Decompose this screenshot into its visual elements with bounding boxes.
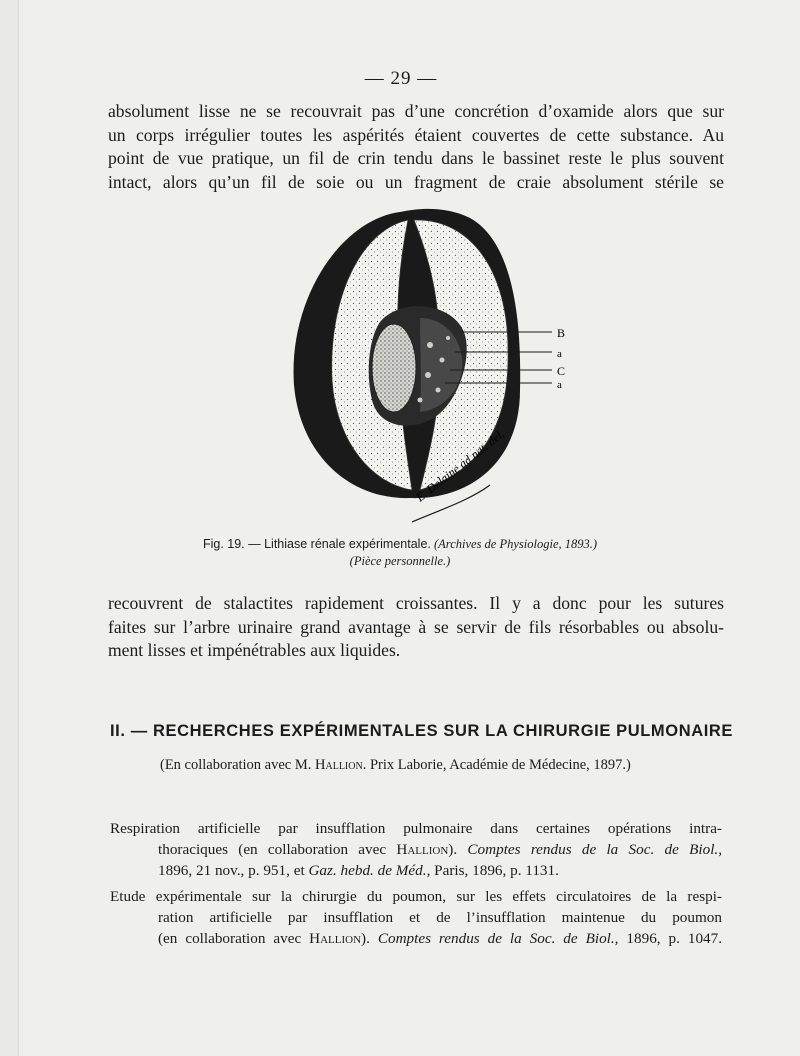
caption-note: (Pièce personnelle.) — [349, 554, 451, 568]
ref-journal: Comptes rendus de la Soc. de Biol., — [377, 930, 619, 947]
top-paragraph — [108, 100, 724, 194]
text-line: un corps irrégulier toutes les aspérités étaient couvertes de cette substance. Au — [108, 124, 724, 145]
text-line: faites sur l’arbre urinaire grand avantage à se servir de fils résorbables ou absolu- — [108, 616, 724, 637]
collab-prefix: (En collaboration avec M. — [160, 757, 312, 773]
text-line: point de vue pratique, un fil de crin tendu dans le bassinet reste le plus souvent — [108, 148, 724, 168]
reference-line: ration artificielle par insufflation et de l’insufflation maintenue du poumon — [158, 909, 722, 926]
ref-text: Paris, 1896, p. 1131. — [434, 862, 559, 879]
section-heading: II. — RECHERCHES EXPÉRIMENTALES SUR LA CHIRURGIE PULMONAIRE — [110, 722, 734, 740]
text-line: absolument lisse ne se recouvrait pas d’une concrétion d’oxamide alors que sur — [108, 101, 724, 121]
reference-entry — [110, 818, 722, 881]
text-line: intact, alors qu’un fil de soie ou un fragment de craie absolument stérile se — [108, 171, 724, 192]
reference-title: Etude expérimentale sur la chirurgie du poumon, sur les effets circulatoires de la respi- — [110, 888, 722, 905]
reference-title: Respiration artificielle par insufflation pulmonaire dans certaines opérations intra- — [110, 820, 722, 837]
ref-journal: Comptes rendus de la Soc. de Biol., — [467, 841, 723, 858]
calculus-stone — [372, 324, 416, 412]
ref-author: Hallion — [396, 841, 449, 858]
page-number: — 29 — — [364, 68, 438, 89]
artist-signature: E. Delaine ad nat. del. — [413, 426, 508, 505]
collab-name: Hallion — [315, 757, 363, 773]
ref-text: 1896, 21 nov., p. 951, et — [158, 862, 305, 879]
caption-label: Fig. 19. — Lithiase rénale expérimentale. — [202, 537, 431, 551]
reference-line — [110, 839, 722, 860]
caption-source: (Archives de Physiologie, 1893.) — [434, 537, 598, 551]
ref-text: ). — [361, 930, 370, 947]
bottom-paragraph — [108, 592, 724, 663]
ref-journal: Gaz. hebd. de Méd., — [308, 862, 431, 879]
ref-text: ). — [448, 841, 458, 858]
ref-text: 1896, p. 1047. — [626, 930, 723, 947]
label-c: C — [557, 364, 566, 378]
text-line: recouvrent de stalactites rapidement croissantes. Il y a donc pour les sutures — [108, 593, 724, 613]
text-line: ment lisses et impénétrables aux liquides. — [108, 640, 401, 660]
figure-caption — [150, 536, 650, 570]
ref-text: thoraciques (en collaboration avec — [158, 841, 387, 858]
label-b: B — [557, 326, 566, 340]
kidney-illustration — [280, 200, 600, 530]
reference-entry — [110, 886, 722, 949]
ref-text: (en collaboration avec — [158, 930, 302, 947]
collab-suffix: . Prix Laborie, Académie de Médecine, 1897.) — [362, 757, 631, 773]
label-a2: a — [557, 379, 562, 391]
label-a1: a — [557, 348, 562, 360]
reference-line — [110, 928, 722, 949]
reference-line — [110, 860, 722, 881]
ref-author: Hallion — [309, 930, 362, 947]
collaboration-note — [160, 757, 680, 774]
